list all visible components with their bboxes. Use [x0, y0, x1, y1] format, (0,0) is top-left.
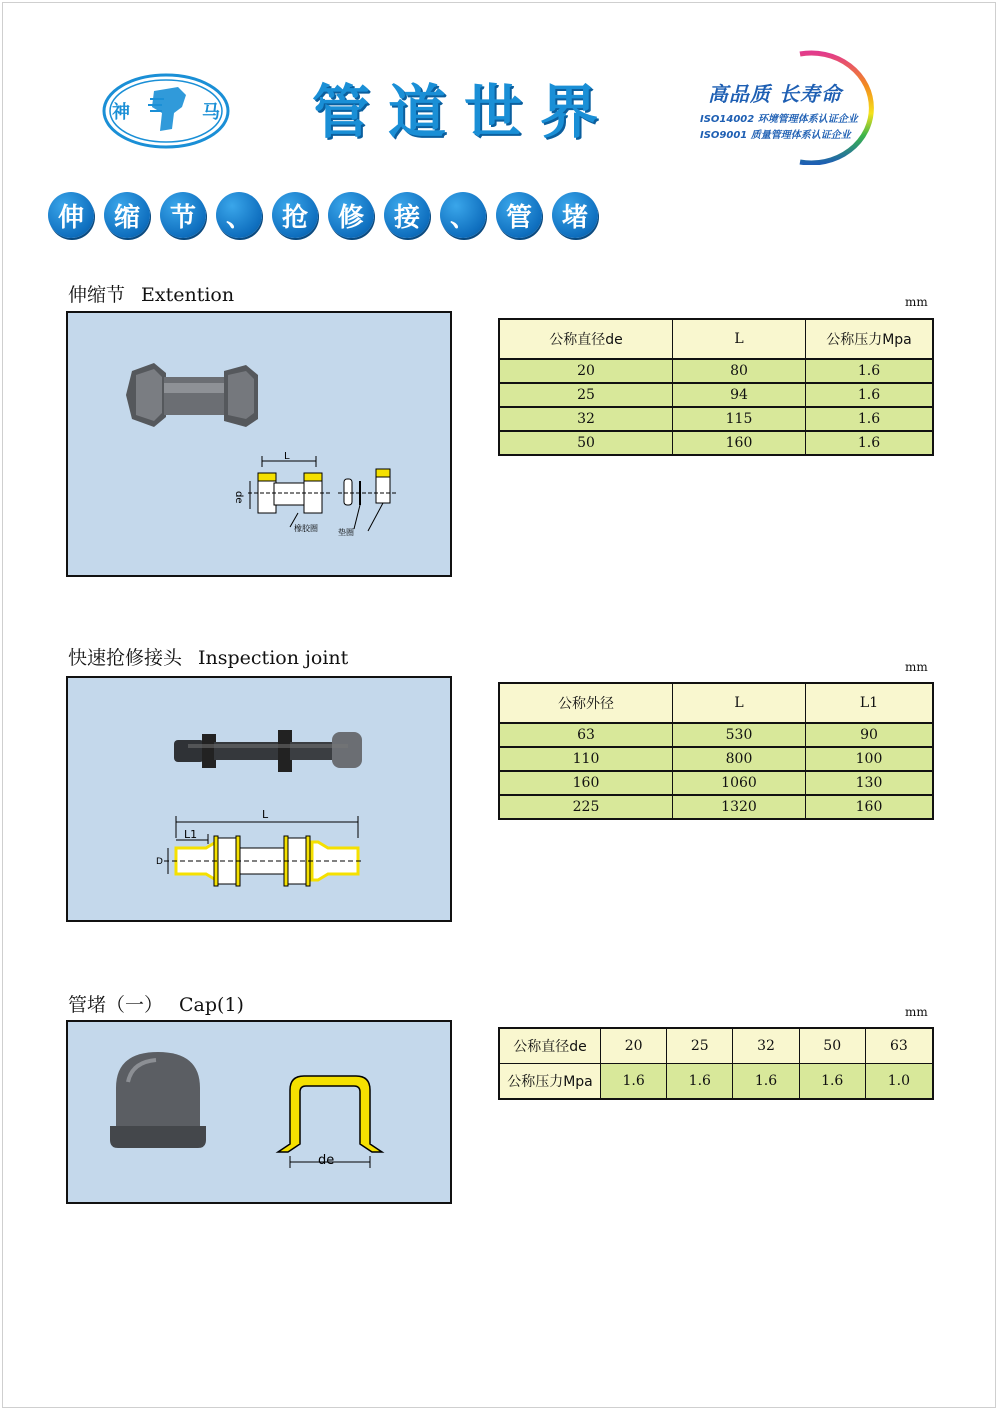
table-cell: 160	[673, 431, 806, 455]
quality-slogan: 高品质 长寿命	[708, 82, 842, 106]
table-row	[499, 1028, 933, 1064]
rubber-ring-label: 橡胶圈	[294, 524, 318, 533]
category-char: 缩	[104, 192, 150, 238]
inspection-section-title	[68, 643, 348, 670]
inspection-spec-table	[498, 682, 934, 820]
iso9001-text: ISO9001 质量管理体系认证企业	[700, 130, 851, 141]
table-header-cell: L1	[806, 683, 934, 723]
category-char: 抢	[272, 192, 318, 238]
table-header-row	[499, 683, 933, 723]
category-banner	[48, 192, 598, 240]
cap-title-en: Cap(1)	[179, 994, 244, 1016]
table-row	[499, 383, 933, 407]
table-cell: 1.6	[799, 1064, 865, 1100]
extension-section-title	[68, 280, 234, 307]
category-char: 接	[384, 192, 430, 238]
extension-title-zh: 伸缩节	[68, 284, 126, 306]
cap-illustration	[66, 1020, 452, 1204]
table-row	[499, 359, 933, 383]
brand-logo	[102, 73, 230, 149]
inspection-photo	[174, 730, 362, 772]
extension-illustration	[66, 311, 452, 577]
table-header-cell: 公称外径	[499, 683, 673, 723]
table-cell: 32	[499, 407, 673, 431]
table-row	[499, 771, 933, 795]
cap-spec-table	[498, 1027, 934, 1100]
table-cell: 800	[673, 747, 806, 771]
cap-drawing	[278, 1076, 382, 1168]
table-cell: 1.6	[806, 359, 934, 383]
cap-section-title	[68, 990, 244, 1017]
inspection-title-en: Inspection joint	[198, 647, 349, 669]
table-cell: 160	[806, 795, 934, 819]
logo-right-char: 马	[202, 102, 220, 123]
table-cell: 20	[601, 1028, 667, 1064]
table-header-row	[499, 319, 933, 359]
inspection-illustration	[66, 676, 452, 922]
cap-photo	[110, 1052, 206, 1148]
category-char: 、	[440, 192, 486, 238]
table-cell: 1060	[673, 771, 806, 795]
table-cell: 160	[499, 771, 673, 795]
inspection-drawing	[156, 808, 364, 886]
cap-dim-de: de	[318, 1153, 335, 1168]
table-cell: 1.6	[667, 1064, 733, 1100]
table-cell: 32	[733, 1028, 799, 1064]
table-cell: 25	[499, 383, 673, 407]
table-cell: 115	[673, 407, 806, 431]
inspection-dim-L1: L1	[184, 828, 198, 841]
table-row	[499, 431, 933, 455]
extension-dim-de: de	[233, 491, 244, 504]
cap-unit: mm	[905, 1005, 928, 1019]
extension-photo	[126, 363, 258, 427]
category-char: 堵	[552, 192, 598, 238]
table-cell: 1.6	[806, 383, 934, 407]
logo-left-char: 神	[112, 102, 130, 123]
table-cell: 100	[806, 747, 934, 771]
table-row	[499, 407, 933, 431]
gasket-label: 垫圈	[338, 528, 354, 537]
extension-dim-L: L	[284, 451, 290, 462]
category-char: 管	[496, 192, 542, 238]
table-cell: 63	[865, 1028, 933, 1064]
extension-spec-table	[498, 318, 934, 456]
table-header-cell: L	[673, 319, 806, 359]
extension-title-en: Extention	[141, 284, 235, 306]
iso14002-text: ISO14002 环境管理体系认证企业	[700, 114, 858, 125]
table-cell: 25	[667, 1028, 733, 1064]
table-cell: 1.0	[865, 1064, 933, 1100]
table-cell: 80	[673, 359, 806, 383]
table-cell: 530	[673, 723, 806, 747]
table-row-label: 公称直径de	[499, 1028, 601, 1064]
table-row	[499, 747, 933, 771]
table-cell: 1.6	[806, 431, 934, 455]
cap-title-zh: 管堵（一）	[68, 994, 164, 1016]
table-header-cell: 公称压力Mpa	[806, 319, 934, 359]
table-cell: 1.6	[733, 1064, 799, 1100]
table-cell: 50	[799, 1028, 865, 1064]
inspection-dim-L: L	[262, 808, 269, 821]
inspection-dim-D: D	[156, 857, 163, 867]
inspection-title-zh: 快速抢修接头	[68, 647, 183, 669]
table-cell: 1320	[673, 795, 806, 819]
table-cell: 110	[499, 747, 673, 771]
table-cell: 130	[806, 771, 934, 795]
table-cell: 225	[499, 795, 673, 819]
quality-arc-icon	[690, 50, 905, 165]
table-cell: 1.6	[806, 407, 934, 431]
table-header-cell: L	[673, 683, 806, 723]
category-char: 伸	[48, 192, 94, 238]
category-char: 修	[328, 192, 374, 238]
table-row	[499, 795, 933, 819]
category-char: 节	[160, 192, 206, 238]
table-row	[499, 723, 933, 747]
table-header-cell: 公称直径de	[499, 319, 673, 359]
table-cell: 50	[499, 431, 673, 455]
table-row	[499, 1064, 933, 1100]
page-title: 管道世界	[312, 78, 617, 146]
table-row-label: 公称压力Mpa	[499, 1064, 601, 1100]
category-char: 、	[216, 192, 262, 238]
extension-drawing	[233, 451, 398, 537]
table-cell: 63	[499, 723, 673, 747]
table-cell: 94	[673, 383, 806, 407]
extension-unit: mm	[905, 295, 928, 309]
table-cell: 90	[806, 723, 934, 747]
table-cell: 1.6	[601, 1064, 667, 1100]
inspection-unit: mm	[905, 660, 928, 674]
table-cell: 20	[499, 359, 673, 383]
